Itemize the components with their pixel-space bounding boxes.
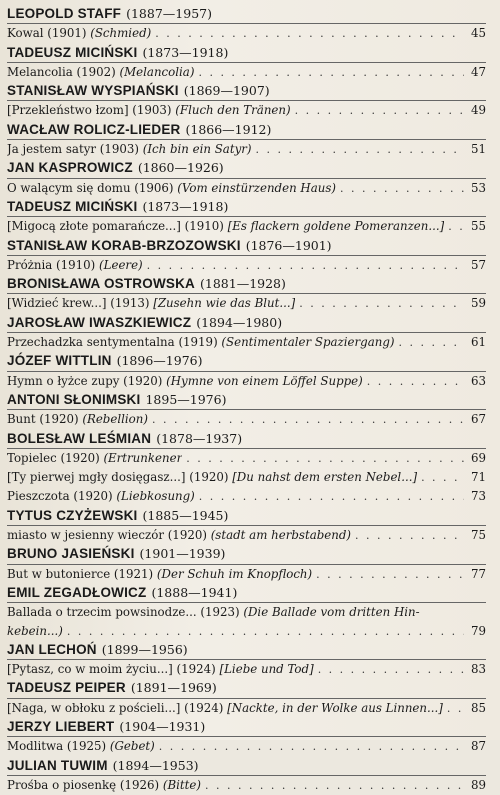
author-heading xyxy=(7,314,486,333)
author-dates: (1860—1926) xyxy=(137,160,224,176)
toc-entry xyxy=(7,44,486,83)
work-entry[interactable] xyxy=(7,140,486,159)
page-number: 59 xyxy=(470,296,486,311)
work-polish-title: [Naga, w obłoku z pościeli...] (1924) xyxy=(7,700,224,715)
author-dates: (1878—1937) xyxy=(156,430,243,446)
page-number: 57 xyxy=(470,257,486,272)
work-polish-title: Pieszczota (1920) xyxy=(7,489,113,504)
author-dates: (1881—1928) xyxy=(200,276,286,292)
work-polish-title: [Widzieć krew...] (1913) xyxy=(7,296,150,311)
toc-entry xyxy=(7,391,486,430)
toc-entry xyxy=(7,237,486,276)
author-heading xyxy=(7,5,486,24)
work-entry[interactable] xyxy=(7,603,486,641)
dot-leader xyxy=(295,102,464,120)
page-number: 71 xyxy=(470,470,486,485)
work-title xyxy=(7,487,195,505)
work-german-title: (Melancolia) xyxy=(119,64,195,79)
toc-entry xyxy=(7,275,486,314)
work-german-title: (stadt am herbstabend) xyxy=(210,528,352,543)
work-german-title: (Die Ballade vom dritten Hin- xyxy=(243,605,420,620)
work-polish-title: Ja jestem satyr (1903) xyxy=(7,142,139,157)
toc-entry xyxy=(7,314,486,353)
author-heading xyxy=(7,275,486,294)
work-title xyxy=(7,24,151,42)
work-german-title: [Du nahst dem ersten Nebel...] xyxy=(232,470,418,485)
author-heading xyxy=(7,584,486,603)
dot-leader xyxy=(399,334,465,352)
dot-leader xyxy=(199,488,464,506)
toc-entry xyxy=(7,198,486,237)
work-polish-title: Prośba o piosenkę (1926) xyxy=(7,777,160,792)
page-number: 47 xyxy=(470,64,486,79)
page-number: 79 xyxy=(470,623,486,638)
work-polish-title: But w butonierce (1921) xyxy=(7,566,154,581)
work-german-title: (Der Schuh im Knopfloch) xyxy=(156,566,313,581)
dot-leader xyxy=(299,295,464,313)
work-title xyxy=(7,468,417,486)
work-polish-title: Topielec (1920) xyxy=(7,450,100,465)
work-entry[interactable] xyxy=(7,526,486,545)
work-german-title: (Ertrunkener xyxy=(103,450,183,465)
work-entry[interactable] xyxy=(7,24,486,43)
work-polish-title: Hymn o łyżce zupy (1920) xyxy=(7,373,163,388)
toc-entry xyxy=(7,507,486,546)
work-entry[interactable] xyxy=(7,179,486,198)
work-polish-title: Melancolia (1902) xyxy=(7,64,116,79)
author-name: JAROSŁAW IWASZKIEWICZ xyxy=(7,314,192,330)
author-name: STANISŁAW WYSPIAŃSKI xyxy=(7,83,179,99)
page-number: 67 xyxy=(470,412,486,427)
author-name: TADEUSZ MICIŃSKI xyxy=(7,44,138,60)
author-dates: (1896—1976) xyxy=(116,353,203,369)
work-title xyxy=(7,63,194,81)
toc-entry xyxy=(7,757,486,795)
work-title xyxy=(7,565,312,583)
page-number: 63 xyxy=(470,373,486,388)
toc-entry xyxy=(7,5,486,44)
page-number: 87 xyxy=(470,739,486,754)
work-title xyxy=(7,776,201,794)
dot-leader xyxy=(155,25,464,43)
work-polish-title: Kowal (1901) xyxy=(7,26,87,41)
author-heading xyxy=(7,679,486,698)
page-number: 55 xyxy=(470,219,486,234)
author-heading xyxy=(7,718,486,737)
work-polish-title: Ballada o trzecim powsinodze... (1923) xyxy=(7,605,240,620)
page-number: 73 xyxy=(470,489,486,504)
author-dates: (1873—1918) xyxy=(142,198,229,214)
toc-entry xyxy=(7,641,486,680)
work-polish-title: Próżnia (1910) xyxy=(7,257,96,272)
work-entry[interactable] xyxy=(7,294,486,313)
work-entry[interactable] xyxy=(7,410,486,429)
author-name: JERZY LIEBERT xyxy=(7,718,115,734)
work-entry[interactable] xyxy=(7,699,486,718)
dot-leader xyxy=(421,469,464,487)
work-polish-title: Modlitwa (1925) xyxy=(7,739,107,754)
dot-leader xyxy=(67,623,464,641)
work-title xyxy=(7,737,155,755)
work-entry[interactable] xyxy=(7,776,486,795)
dot-leader xyxy=(159,738,464,756)
author-dates: (1894—1980) xyxy=(196,314,283,330)
author-dates: 1895—1976) xyxy=(145,391,227,407)
work-title-continuation xyxy=(7,622,486,641)
author-dates: (1888—1941) xyxy=(151,584,238,600)
dot-leader xyxy=(340,180,464,198)
work-title xyxy=(7,256,143,274)
work-german-title: [Liebe und Tod] xyxy=(219,662,314,677)
page-number: 69 xyxy=(470,450,486,465)
author-name: ANTONI SŁONIMSKI xyxy=(7,391,141,407)
author-heading xyxy=(7,391,486,410)
toc-entry xyxy=(7,82,486,121)
author-heading xyxy=(7,159,486,178)
author-name: LEOPOLD STAFF xyxy=(7,6,122,21)
dot-leader xyxy=(256,141,465,159)
author-name: TYTUS CZYŻEWSKI xyxy=(7,507,138,523)
work-entry[interactable] xyxy=(7,468,486,487)
author-heading xyxy=(7,430,486,449)
work-entry[interactable] xyxy=(7,63,486,82)
work-title xyxy=(7,294,295,312)
work-entry[interactable] xyxy=(7,565,486,584)
author-dates: (1887—1957) xyxy=(126,6,212,21)
dot-leader xyxy=(152,411,464,429)
work-entry[interactable] xyxy=(7,101,486,120)
author-name: TADEUSZ MICIŃSKI xyxy=(7,198,138,214)
dot-leader xyxy=(355,527,464,545)
page-number: 53 xyxy=(470,180,486,195)
toc-list xyxy=(7,5,486,795)
work-german-title: (Ich bin ein Satyr) xyxy=(142,142,252,157)
work-german-title: [Zusehn wie das Blut...] xyxy=(153,296,296,311)
work-polish-title: O walącym się domu (1906) xyxy=(7,180,174,195)
author-dates: (1866—1912) xyxy=(185,121,272,137)
work-title xyxy=(7,101,291,119)
author-dates: (1876—1901) xyxy=(245,237,332,253)
author-heading xyxy=(7,352,486,371)
dot-leader xyxy=(198,64,464,82)
author-name: JÓZEF WITTLIN xyxy=(7,353,112,369)
work-german-title: [Es flackern goldene Pomeranzen...] xyxy=(227,219,445,234)
work-german-title: (Gebet) xyxy=(109,739,155,754)
work-polish-title: [Migocą złote pomarańcze...] (1910) xyxy=(7,219,224,234)
toc-entry xyxy=(7,679,486,718)
author-dates: (1873—1918) xyxy=(142,44,229,60)
author-heading xyxy=(7,82,486,101)
author-name: EMIL ZEGADŁOWICZ xyxy=(7,584,147,600)
page-number: 61 xyxy=(470,335,486,350)
toc-entry xyxy=(7,545,486,584)
author-name: JULIAN TUWIM xyxy=(7,757,108,773)
author-name: JAN KASPROWICZ xyxy=(7,160,133,176)
dot-leader xyxy=(186,450,464,468)
work-german-title: (Vom einstürzenden Haus) xyxy=(177,180,337,195)
dot-leader xyxy=(447,700,464,718)
author-dates: (1869—1907) xyxy=(183,83,270,99)
work-entry[interactable] xyxy=(7,660,486,679)
author-heading xyxy=(7,641,486,660)
work-entry[interactable] xyxy=(7,217,486,236)
work-entry[interactable] xyxy=(7,333,486,352)
work-title xyxy=(7,699,443,717)
author-heading xyxy=(7,757,486,776)
author-dates: (1901—1939) xyxy=(139,546,226,562)
author-dates: (1891—1969) xyxy=(130,680,217,696)
author-name: BRUNO JASIEŃSKI xyxy=(7,546,135,562)
work-title xyxy=(7,410,148,428)
author-dates: (1894—1953) xyxy=(112,757,199,773)
work-german-title: (Leere) xyxy=(99,257,143,272)
work-title xyxy=(7,333,395,351)
dot-leader xyxy=(367,373,464,391)
author-name: BRONISŁAWA OSTROWSKA xyxy=(7,276,195,292)
work-polish-title: [Przekleństwo łzom] (1903) xyxy=(7,103,172,118)
work-polish-title: miasto w jesienny wieczór (1920) xyxy=(7,528,207,543)
work-german-title: (Hymne von einem Löffel Suppe) xyxy=(166,373,363,388)
author-dates: (1899—1956) xyxy=(101,641,188,657)
work-title xyxy=(7,372,363,390)
author-heading xyxy=(7,545,486,564)
toc-entry xyxy=(7,159,486,198)
page-number: 51 xyxy=(470,142,486,157)
work-title xyxy=(7,179,336,197)
work-german-title: (Schmied) xyxy=(90,26,152,41)
author-name: JAN LECHOŃ xyxy=(7,641,97,657)
work-title xyxy=(7,217,444,235)
work-german-title: (Sentimentaler Spaziergang) xyxy=(221,335,395,350)
dot-leader xyxy=(448,218,464,236)
toc-entry xyxy=(7,430,486,507)
author-heading xyxy=(7,121,486,140)
work-german-title: [Nackte, in der Wolke aus Linnen...] xyxy=(227,700,443,715)
page-number: 77 xyxy=(470,566,486,581)
work-german-title-cont: kebein...) xyxy=(7,623,63,638)
page-number: 83 xyxy=(470,662,486,677)
dot-leader xyxy=(205,777,464,795)
work-german-title: (Fluch den Tränen) xyxy=(175,103,291,118)
author-dates: (1904—1931) xyxy=(119,718,206,734)
page-number: 49 xyxy=(470,103,486,118)
work-entry[interactable] xyxy=(7,487,486,506)
work-title xyxy=(7,449,182,467)
toc-entry xyxy=(7,718,486,757)
toc-entry xyxy=(7,584,486,641)
toc-entry xyxy=(7,121,486,160)
author-name: WACŁAW ROLICZ-LIEDER xyxy=(7,121,181,137)
work-polish-title: Bunt (1920) xyxy=(7,412,79,427)
work-entry[interactable] xyxy=(7,256,486,275)
dot-leader xyxy=(147,257,464,275)
author-name: STANISŁAW KORAB-BRZOZOWSKI xyxy=(7,237,241,253)
dot-leader xyxy=(316,566,464,584)
author-heading xyxy=(7,237,486,256)
work-entry[interactable] xyxy=(7,372,486,391)
work-polish-title: Przechadzka sentymentalna (1919) xyxy=(7,335,218,350)
author-dates: (1885—1945) xyxy=(142,507,229,523)
work-german-title: (Rebellion) xyxy=(82,412,148,427)
work-title xyxy=(7,526,351,544)
work-entry[interactable] xyxy=(7,737,486,756)
page-number: 45 xyxy=(470,26,486,41)
work-polish-title: [Pytasz, co w moim życiu...] (1924) xyxy=(7,662,216,677)
dot-leader xyxy=(318,661,464,679)
work-entry[interactable] xyxy=(7,449,486,468)
page-number: 85 xyxy=(470,700,486,715)
work-german-title: (Liebkosung) xyxy=(116,489,195,504)
author-heading xyxy=(7,507,486,526)
work-polish-title: [Ty pierwej mgły dosięgasz...] (1920) xyxy=(7,470,229,485)
work-title xyxy=(7,140,252,158)
author-heading xyxy=(7,198,486,217)
page-number: 75 xyxy=(470,528,486,543)
page-number: 89 xyxy=(470,777,486,792)
work-title xyxy=(7,660,314,678)
work-title-line xyxy=(7,603,486,621)
toc-entry xyxy=(7,352,486,391)
work-german-title: (Bitte) xyxy=(162,777,201,792)
author-name: TADEUSZ PEIPER xyxy=(7,680,126,696)
author-name: BOLESŁAW LEŚMIAN xyxy=(7,430,152,446)
author-heading xyxy=(7,44,486,63)
